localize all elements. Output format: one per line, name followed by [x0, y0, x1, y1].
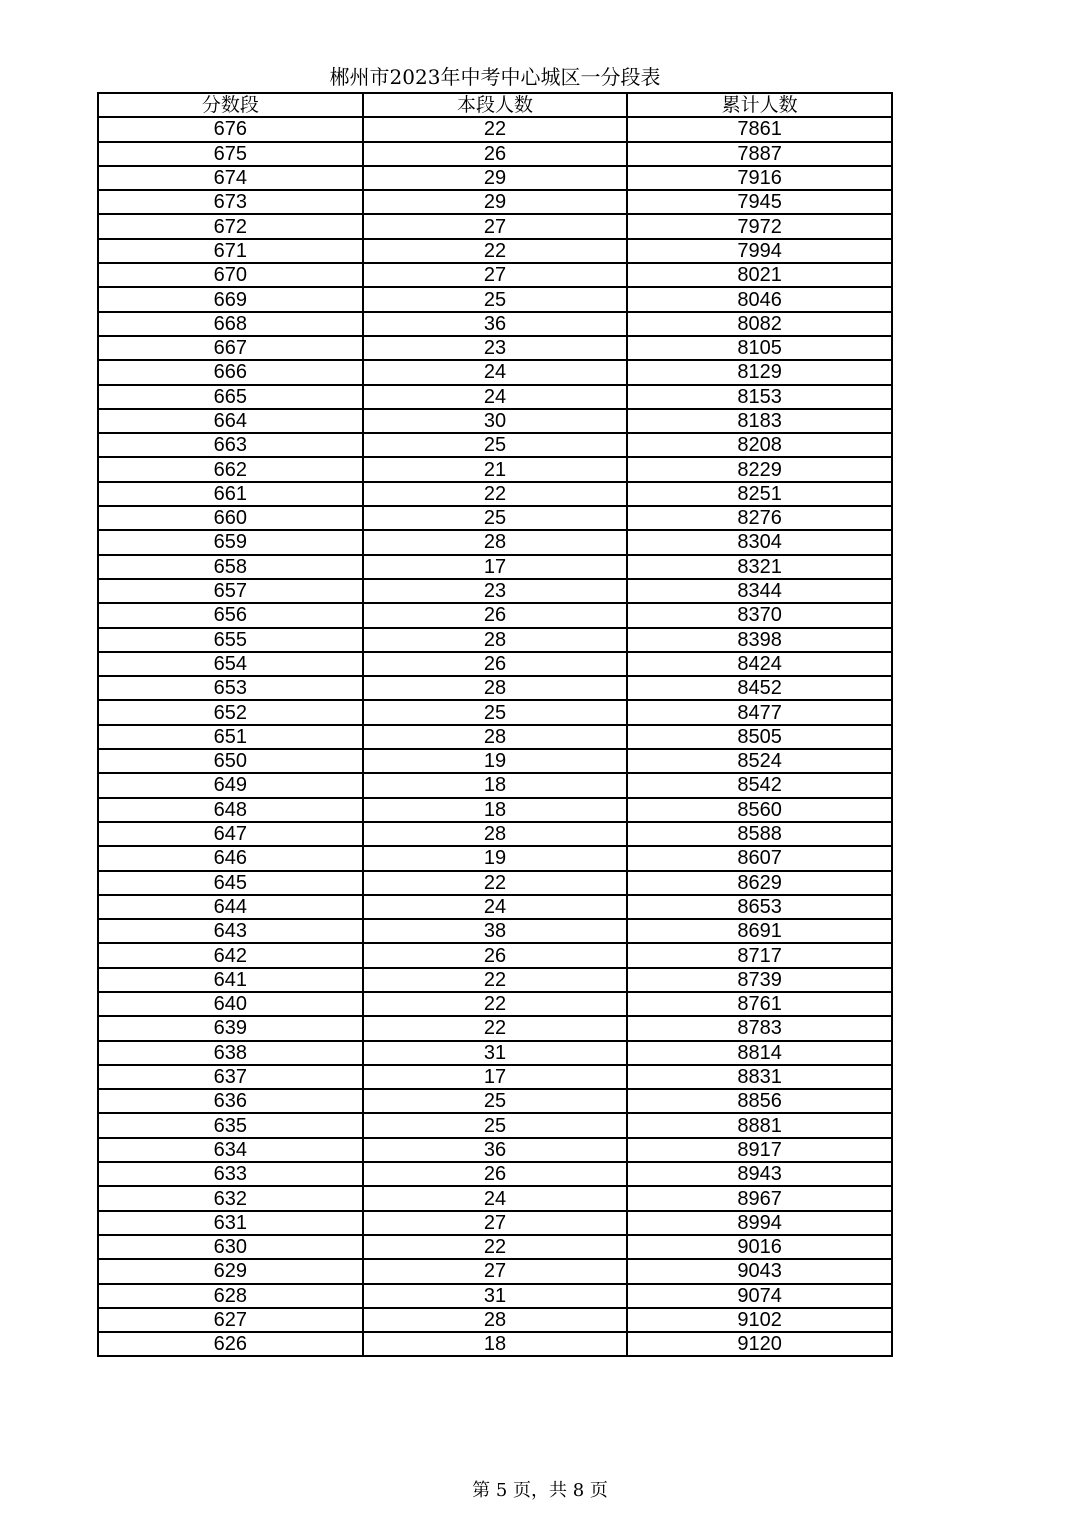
cell-segment-count: 28	[363, 1308, 628, 1332]
cell-cumulative-count: 8814	[627, 1041, 892, 1065]
cell-cumulative-count: 8588	[627, 822, 892, 846]
table-row	[98, 676, 892, 700]
header-score-range: 分数段	[98, 93, 363, 117]
cell-segment-count: 18	[363, 798, 628, 822]
cell-score: 641	[98, 968, 363, 992]
cell-cumulative-count: 8653	[627, 895, 892, 919]
cell-cumulative-count: 8344	[627, 579, 892, 603]
cell-segment-count: 36	[363, 1138, 628, 1162]
cell-score: 658	[98, 555, 363, 579]
cell-cumulative-count: 8607	[627, 846, 892, 870]
table-row	[98, 1235, 892, 1259]
cell-segment-count: 26	[363, 652, 628, 676]
cell-score: 670	[98, 263, 363, 287]
cell-segment-count: 24	[363, 385, 628, 409]
cell-score: 656	[98, 603, 363, 627]
cell-score: 636	[98, 1089, 363, 1113]
cell-score: 664	[98, 409, 363, 433]
cell-segment-count: 30	[363, 409, 628, 433]
cell-segment-count: 31	[363, 1284, 628, 1308]
cell-cumulative-count: 8321	[627, 555, 892, 579]
cell-segment-count: 21	[363, 457, 628, 481]
cell-segment-count: 25	[363, 433, 628, 457]
table-row	[98, 773, 892, 797]
cell-segment-count: 22	[363, 1235, 628, 1259]
cell-cumulative-count: 8370	[627, 603, 892, 627]
cell-cumulative-count: 8105	[627, 336, 892, 360]
table-row	[98, 312, 892, 336]
table-row	[98, 530, 892, 554]
cell-cumulative-count: 8691	[627, 919, 892, 943]
cell-segment-count: 22	[363, 117, 628, 141]
table-row	[98, 214, 892, 238]
cell-cumulative-count: 8856	[627, 1089, 892, 1113]
cell-score: 673	[98, 190, 363, 214]
cell-segment-count: 27	[363, 1259, 628, 1283]
cell-segment-count: 27	[363, 214, 628, 238]
cell-score: 665	[98, 385, 363, 409]
cell-segment-count: 24	[363, 1186, 628, 1210]
table-row	[98, 822, 892, 846]
cell-segment-count: 22	[363, 482, 628, 506]
table-row	[98, 433, 892, 457]
header-segment-count: 本段人数	[363, 93, 628, 117]
cell-score: 663	[98, 433, 363, 457]
table-row	[98, 1162, 892, 1186]
cell-score: 669	[98, 287, 363, 311]
cell-cumulative-count: 8021	[627, 263, 892, 287]
cell-cumulative-count: 8229	[627, 457, 892, 481]
cell-segment-count: 29	[363, 166, 628, 190]
cell-cumulative-count: 7994	[627, 239, 892, 263]
cell-score: 676	[98, 117, 363, 141]
cell-score: 653	[98, 676, 363, 700]
cell-score: 642	[98, 943, 363, 967]
cell-cumulative-count: 7916	[627, 166, 892, 190]
cell-score: 637	[98, 1065, 363, 1089]
cell-segment-count: 22	[363, 1016, 628, 1040]
table-row	[98, 142, 892, 166]
table-row	[98, 1259, 892, 1283]
table-row	[98, 871, 892, 895]
table-row	[98, 603, 892, 627]
table-row	[98, 190, 892, 214]
cell-score: 660	[98, 506, 363, 530]
cell-cumulative-count: 8881	[627, 1113, 892, 1137]
table-row	[98, 482, 892, 506]
cell-score: 644	[98, 895, 363, 919]
cell-cumulative-count: 9102	[627, 1308, 892, 1332]
table-row	[98, 360, 892, 384]
cell-cumulative-count: 8251	[627, 482, 892, 506]
table-row	[98, 1308, 892, 1332]
table-body	[98, 117, 892, 1356]
cell-score: 675	[98, 142, 363, 166]
cell-score: 667	[98, 336, 363, 360]
cell-score: 652	[98, 700, 363, 724]
table-row	[98, 968, 892, 992]
cell-cumulative-count: 7972	[627, 214, 892, 238]
cell-score: 654	[98, 652, 363, 676]
cell-segment-count: 19	[363, 846, 628, 870]
table-header-row	[98, 93, 892, 117]
cell-score: 662	[98, 457, 363, 481]
cell-segment-count: 26	[363, 142, 628, 166]
cell-segment-count: 28	[363, 676, 628, 700]
table-row	[98, 919, 892, 943]
table-row	[98, 457, 892, 481]
cell-score: 640	[98, 992, 363, 1016]
table-row	[98, 239, 892, 263]
table-row	[98, 117, 892, 141]
table-row	[98, 628, 892, 652]
cell-cumulative-count: 8761	[627, 992, 892, 1016]
cell-score: 634	[98, 1138, 363, 1162]
cell-cumulative-count: 7887	[627, 142, 892, 166]
cell-segment-count: 17	[363, 555, 628, 579]
cell-cumulative-count: 8082	[627, 312, 892, 336]
cell-cumulative-count: 9074	[627, 1284, 892, 1308]
table-row	[98, 700, 892, 724]
cell-segment-count: 28	[363, 725, 628, 749]
cell-segment-count: 26	[363, 1162, 628, 1186]
cell-cumulative-count: 8452	[627, 676, 892, 700]
cell-segment-count: 24	[363, 895, 628, 919]
cell-score: 635	[98, 1113, 363, 1137]
table-row	[98, 1089, 892, 1113]
cell-segment-count: 25	[363, 700, 628, 724]
table-row	[98, 555, 892, 579]
cell-cumulative-count: 8477	[627, 700, 892, 724]
cell-score: 657	[98, 579, 363, 603]
table-row	[98, 992, 892, 1016]
cell-segment-count: 27	[363, 1211, 628, 1235]
cell-score: 672	[98, 214, 363, 238]
cell-segment-count: 23	[363, 336, 628, 360]
cell-score: 671	[98, 239, 363, 263]
cell-score: 638	[98, 1041, 363, 1065]
cell-segment-count: 22	[363, 992, 628, 1016]
cell-segment-count: 25	[363, 287, 628, 311]
cell-score: 655	[98, 628, 363, 652]
cell-score: 674	[98, 166, 363, 190]
cell-score: 628	[98, 1284, 363, 1308]
table-row	[98, 1186, 892, 1210]
cell-segment-count: 36	[363, 312, 628, 336]
cell-cumulative-count: 9016	[627, 1235, 892, 1259]
cell-segment-count: 23	[363, 579, 628, 603]
cell-score: 668	[98, 312, 363, 336]
cell-segment-count: 38	[363, 919, 628, 943]
cell-cumulative-count: 7945	[627, 190, 892, 214]
cell-score: 631	[98, 1211, 363, 1235]
table-row	[98, 652, 892, 676]
cell-score: 666	[98, 360, 363, 384]
table-row	[98, 1113, 892, 1137]
score-distribution-table	[97, 92, 893, 1357]
cell-segment-count: 26	[363, 943, 628, 967]
cell-score: 632	[98, 1186, 363, 1210]
cell-cumulative-count: 8208	[627, 433, 892, 457]
table-row	[98, 1138, 892, 1162]
cell-cumulative-count: 8717	[627, 943, 892, 967]
cell-segment-count: 24	[363, 360, 628, 384]
cell-segment-count: 19	[363, 749, 628, 773]
cell-score: 645	[98, 871, 363, 895]
cell-score: 626	[98, 1332, 363, 1356]
table-row	[98, 846, 892, 870]
cell-cumulative-count: 8783	[627, 1016, 892, 1040]
cell-cumulative-count: 8967	[627, 1186, 892, 1210]
table-row	[98, 943, 892, 967]
cell-segment-count: 22	[363, 239, 628, 263]
cell-cumulative-count: 8629	[627, 871, 892, 895]
header-cumulative-count: 累计人数	[627, 93, 892, 117]
table-row	[98, 798, 892, 822]
cell-cumulative-count: 8560	[627, 798, 892, 822]
cell-cumulative-count: 8831	[627, 1065, 892, 1089]
cell-segment-count: 26	[363, 603, 628, 627]
cell-segment-count: 28	[363, 530, 628, 554]
table-row	[98, 749, 892, 773]
cell-cumulative-count: 8183	[627, 409, 892, 433]
cell-segment-count: 17	[363, 1065, 628, 1089]
cell-score: 648	[98, 798, 363, 822]
cell-cumulative-count: 8994	[627, 1211, 892, 1235]
table-row	[98, 287, 892, 311]
cell-cumulative-count: 7861	[627, 117, 892, 141]
table-row	[98, 1065, 892, 1089]
table-row	[98, 579, 892, 603]
cell-cumulative-count: 8739	[627, 968, 892, 992]
cell-segment-count: 28	[363, 822, 628, 846]
cell-segment-count: 18	[363, 1332, 628, 1356]
table-row	[98, 1211, 892, 1235]
cell-segment-count: 28	[363, 628, 628, 652]
table-row	[98, 1016, 892, 1040]
table-row	[98, 506, 892, 530]
cell-score: 661	[98, 482, 363, 506]
cell-cumulative-count: 9120	[627, 1332, 892, 1356]
table-row	[98, 1284, 892, 1308]
cell-segment-count: 22	[363, 871, 628, 895]
cell-score: 633	[98, 1162, 363, 1186]
table-row	[98, 1041, 892, 1065]
cell-cumulative-count: 8542	[627, 773, 892, 797]
cell-cumulative-count: 9043	[627, 1259, 892, 1283]
cell-score: 630	[98, 1235, 363, 1259]
table-row	[98, 725, 892, 749]
cell-segment-count: 25	[363, 1113, 628, 1137]
cell-segment-count: 29	[363, 190, 628, 214]
cell-segment-count: 18	[363, 773, 628, 797]
cell-cumulative-count: 8524	[627, 749, 892, 773]
cell-score: 639	[98, 1016, 363, 1040]
page-footer: 第 5 页，共 8 页	[472, 1480, 608, 1501]
cell-cumulative-count: 8943	[627, 1162, 892, 1186]
cell-score: 659	[98, 530, 363, 554]
cell-score: 629	[98, 1259, 363, 1283]
table-row	[98, 1332, 892, 1356]
cell-cumulative-count: 8304	[627, 530, 892, 554]
cell-score: 650	[98, 749, 363, 773]
cell-score: 627	[98, 1308, 363, 1332]
cell-cumulative-count: 8129	[627, 360, 892, 384]
cell-cumulative-count: 8398	[627, 628, 892, 652]
cell-cumulative-count: 8424	[627, 652, 892, 676]
cell-score: 651	[98, 725, 363, 749]
cell-cumulative-count: 8046	[627, 287, 892, 311]
cell-cumulative-count: 8153	[627, 385, 892, 409]
page-title: 郴州市2023年中考中心城区一分段表	[329, 65, 661, 89]
table-row	[98, 409, 892, 433]
cell-score: 649	[98, 773, 363, 797]
cell-cumulative-count: 8276	[627, 506, 892, 530]
cell-cumulative-count: 8505	[627, 725, 892, 749]
cell-segment-count: 22	[363, 968, 628, 992]
table-row	[98, 336, 892, 360]
cell-segment-count: 31	[363, 1041, 628, 1065]
cell-segment-count: 25	[363, 506, 628, 530]
table-row	[98, 895, 892, 919]
cell-cumulative-count: 8917	[627, 1138, 892, 1162]
cell-score: 646	[98, 846, 363, 870]
table-row	[98, 263, 892, 287]
cell-score: 647	[98, 822, 363, 846]
cell-segment-count: 25	[363, 1089, 628, 1113]
table-row	[98, 385, 892, 409]
table-row	[98, 166, 892, 190]
cell-segment-count: 27	[363, 263, 628, 287]
cell-score: 643	[98, 919, 363, 943]
